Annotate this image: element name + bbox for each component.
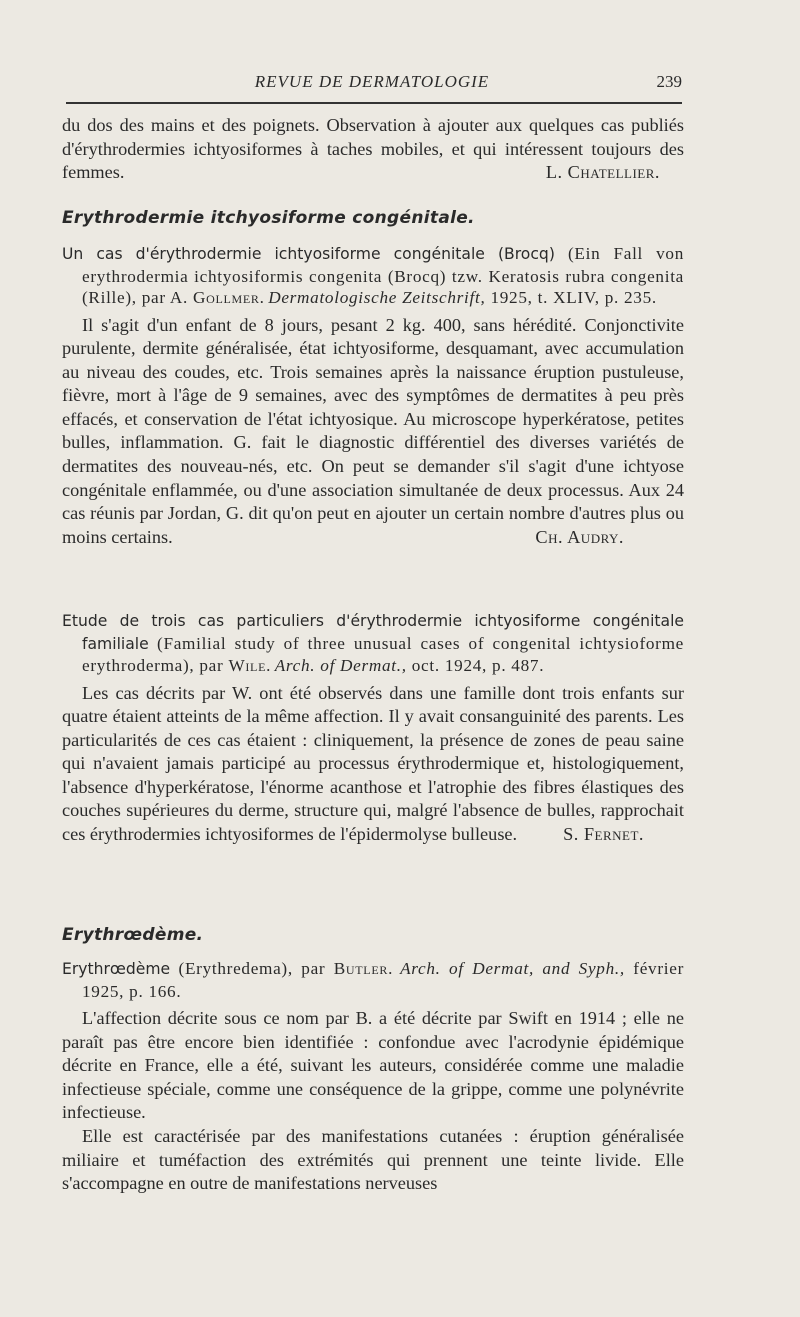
article-journal: Arch. of Dermat, and Syph.,	[400, 959, 625, 978]
article-journal: Arch. of Dermat.,	[274, 656, 407, 675]
intro-block	[62, 114, 684, 185]
header-rule	[66, 102, 682, 104]
section-title-erythrodermie: Erythrodermie itchyosiforme congénitale.	[62, 208, 475, 228]
article-body-paragraph-1: L'affection décrite sous ce nom par B. a été décrite par Swift en 1914 ; elle ne paraît pas être encore bien identifiée : confondue avec l'acrodynie épidémique décrite en France, elle a été, suivant les auteurs, considérée comme une maladie infectieuse spéciale, comme une conséquence de la grippe, comme une polynévrite infectieuse.	[62, 1008, 684, 1123]
article-signature: S. Fernet.	[563, 824, 644, 845]
page-header	[62, 72, 682, 98]
article-title: Etude de trois cas particuliers d'érythrodermie ichtyosiforme congénitale familiale	[62, 612, 684, 653]
article-body: Il s'agit d'un enfant de 8 jours, pesant 2 kg. 400, sans hérédité. Conjonctivite purulente, dermite généralisée, état ichtyosiforme, desquamant, avec accumulation au niveau des coudes, etc. Trois semaines après la naissance éruption pustuleuse, fièvre, mort à l'âge de 9 semaines, avec des symptômes de dermatites à peu près effacés, et conservation de l'état ichtyosique. Au microscope hyperkératose, petites bulles, inflammation. G. fait le diagnostic différentiel des diverses variétés de dermatites des nouveau-nés, etc. On peut se demander s'il s'agit d'une ichtyose congénitale enflammée, ou d'une association simultanée de deux processus. Aux 24 cas réunis par Jordan, G. dit qu'on peut en ajouter un certain nombre d'autres plus ou moins certains. Ch. Audry.	[62, 314, 684, 550]
intro-text: du dos des mains et des poignets. Observation à ajouter aux quelques cas publiés d'érythrodermies ichtyosiformes à taches mobiles, et qui intéressent toujours des femmes.	[62, 115, 684, 183]
article-heading: Etude de trois cas particuliers d'érythrodermie ichtyosiforme congénitale familiale (Familial study of three unusual cases of congenital ichtysioforme erythroderma), par Wile. Arch. of Dermat., oct. 1924, p. 487.	[62, 612, 684, 675]
article-title: Erythrœdème	[62, 960, 171, 978]
article-butler	[62, 958, 684, 1196]
intro-signature: L. Chatellier.	[545, 162, 660, 183]
article-body-paragraph-2: Elle est caractérisée par des manifestations cutanées : éruption généralisée miliaire et tuméfaction des extrémités qui prennent une teinte livide. Elle s'accompagne en outre de manifestations nerveuses	[62, 1125, 684, 1194]
article-body: Les cas décrits par W. ont été observés dans une famille dont trois enfants sur quatre étaient atteints de la même affection. Il y avait consanguinité des parents. Les particularités de ces cas étaient : cliniquement, la présence de zones de peau saine qui n'avaient jamais participé au processus érythrodermique et, histologiquement, l'absence d'hyperkératose, l'énorme acanthose et l'atrophie des fibres élastiques des couches supérieures du derme, structure qui, malgré l'absence de bulles, rapprochait ces érythrodermies ichtyosiformes de l'épidermolyse bulleuse. S. Fernet.	[62, 682, 684, 847]
article-heading: Erythrœdème (Erythredema), par Butler. Arch. of Dermat, and Syph., février 1925, p. 166.	[62, 959, 684, 1001]
page-number: 239	[656, 72, 682, 91]
article-wile	[62, 610, 684, 847]
section-title-erythroedeme: Erythrœdème.	[62, 925, 204, 945]
article-title: Un cas d'érythrodermie ichtyosiforme congénitale (Brocq)	[62, 245, 555, 263]
article-author: Butler	[333, 959, 389, 978]
article-journal: Dermatologische Zeitschrift,	[268, 288, 486, 307]
article-brocq	[62, 243, 684, 549]
running-title: REVUE DE DERMATOLOGIE	[254, 72, 490, 91]
article-author: Gollmer	[192, 288, 260, 307]
article-heading: Un cas d'érythrodermie ichtyosiforme congénitale (Brocq) (Ein Fall von erythrodermia ichtyosiformis congenita (Brocq) tzw. Keratosis rubra congenita (Rille), par A. Gollmer. Dermatologische Zeitschrift, 1925, t. XLIV, p. 235.	[62, 244, 684, 307]
article-signature: Ch. Audry.	[535, 526, 624, 547]
article-author: Wile	[228, 656, 267, 675]
